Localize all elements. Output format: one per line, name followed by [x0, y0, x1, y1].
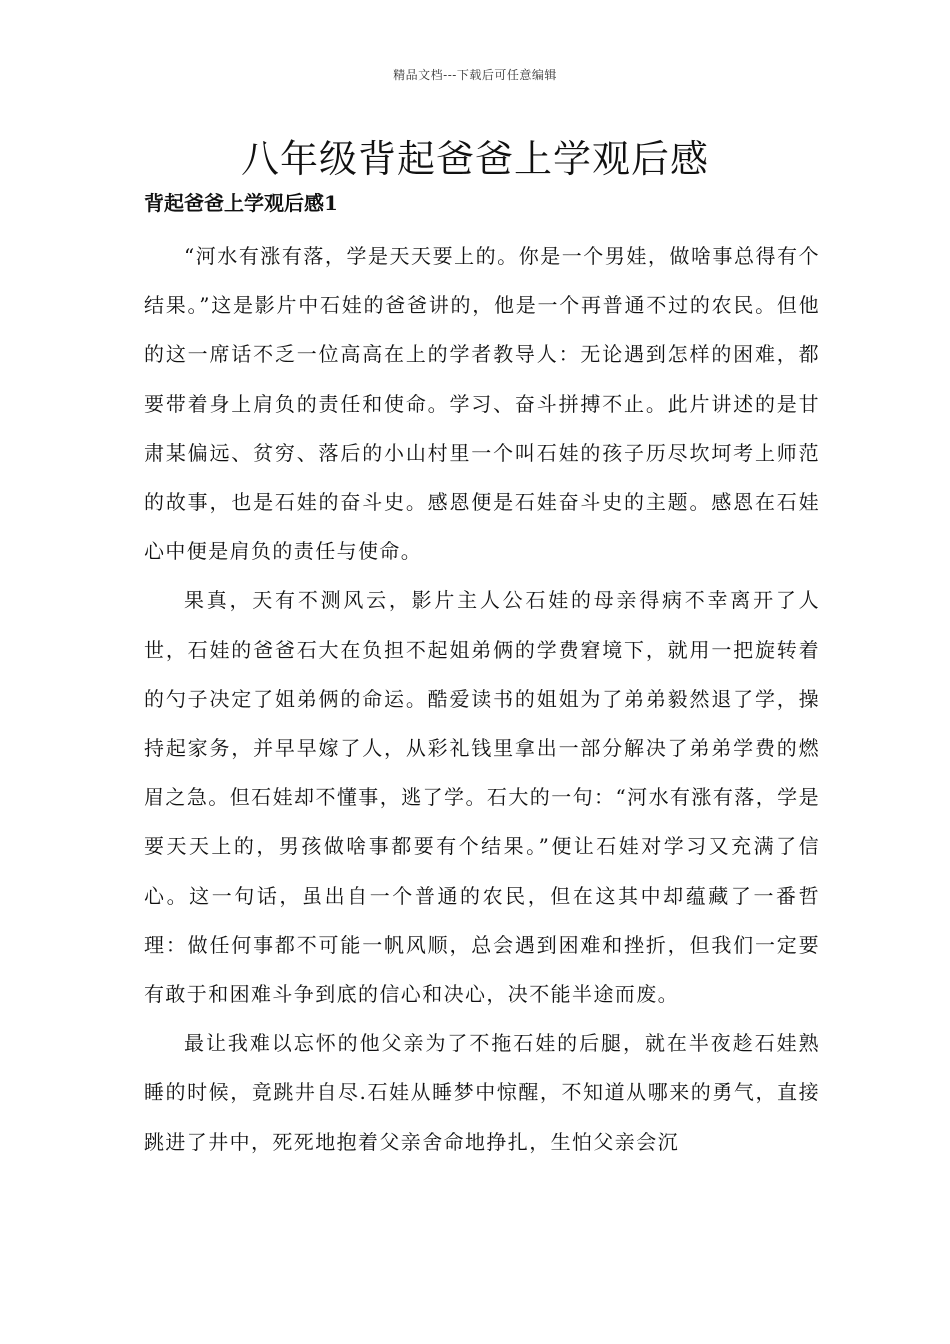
document-body — [144, 232, 820, 1167]
paragraph: “河水有涨有落，学是天天要上的。你是一个男娃，做啥事总得有个结果。”这是影片中石娃的爸爸讲的，他是一个再普通不过的农民。但他的这一席话不乏一位高高在上的学者教导人：无论遇到怎样的困难，都要带着身上肩负的责任和使命。学习、奋斗拼搏不止。此片讲述的是甘肃某偏远、贫穷、落后的小山村里一个叫石娃的孩子历尽坎坷考上师范的故事，也是石娃的奋斗史。感恩便是石娃奋斗史的主题。感恩在石娃心中便是肩负的责任与使命。 — [144, 244, 820, 564]
page-header: 精品文档---下载后可任意编辑 — [393, 68, 557, 82]
paragraph: 果真，天有不测风云，影片主人公石娃的母亲得病不幸离开了人世，石娃的爸爸石大在负担不起姐弟俩的学费窘境下，就用一把旋转着的勺子决定了姐弟俩的命运。酷爱读书的姐姐为了弟弟毅然退了学，操持起家务，并早早嫁了人，从彩礼钱里拿出一部分解决了弟弟学费的燃眉之急。但石娃却不懂事，逃了学。石大的一句：“河水有涨有落，学是要天天上的，男孩做啥事都要有个结果。”便让石娃对学习又充满了信心。这一句话，虽出自一个普通的农民，但在这其中却蕴藏了一番哲理：做任何事都不可能一帆风顺，总会遇到困难和挫折，但我们一定要有敢于和困难斗争到底的信心和决心，决不能半途而废。 — [144, 588, 820, 1007]
section-subtitle: 背起爸爸上学观后感1 — [144, 191, 338, 215]
paragraph: 最让我难以忘怀的他父亲为了不拖石娃的后腿，就在半夜趁石娃熟睡的时候，竟跳井自尽.石娃从睡梦中惊醒，不知道从哪来的勇气，直接跳进了井中，死死地抱着父亲舍命地挣扎，生怕父亲会沉 — [144, 1031, 820, 1154]
document-title: 八年级背起爸爸上学观后感 — [240, 137, 709, 181]
